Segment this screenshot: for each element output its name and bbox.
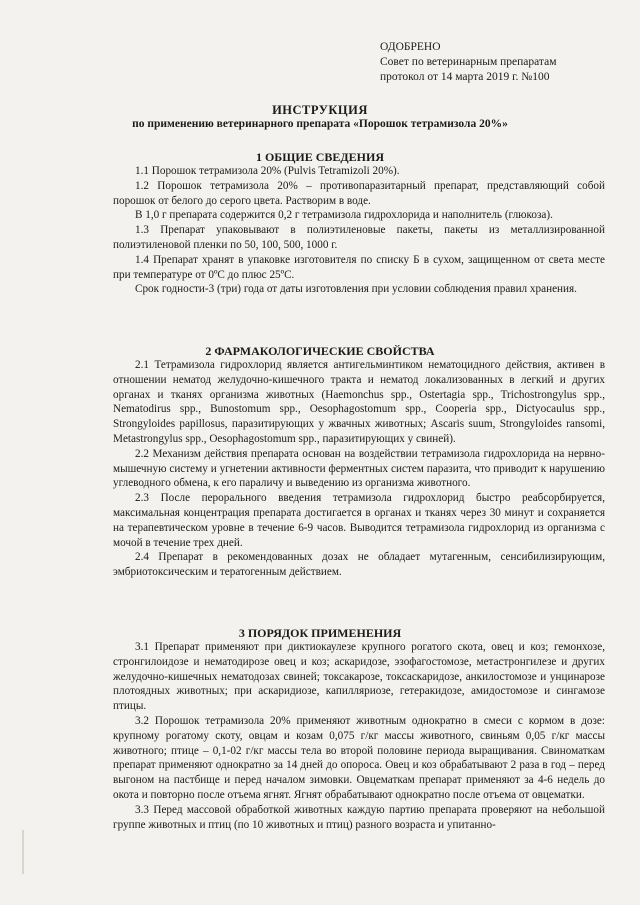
paragraph: Срок годности-3 (три) года от даты изготовления при условии соблюдения правил хранения. [135,283,577,296]
paragraph: 3.3 Перед массовой обработкой животных каждую партию препарата проверяют на небольшой группе животных и птиц (по 10 животных и птиц) разного возраста и упитанно- [113,803,605,831]
paragraph: 1.2 Порошок тетрамизола 20% – противопаразитарный препарат, представляющий собой порошок от белого до серого цвета. Растворим в воде. [113,179,605,207]
section-body [113,358,605,580]
section-heading: 3 ПОРЯДОК ПРИМЕНЕНИЯ [238,626,402,640]
paragraph: 2.4 Препарат в рекомендованных дозах не обладает мутагенным, сенсибилизирующим, эмбриотоксическим и тератогенным действием. [113,551,605,579]
paragraph: 1.3 Препарат упаковывают в полиэтиленовые пакеты, пакеты из металлизированной полиэтиленовой пленки по 50, 100, 500, 1000 г. [113,224,605,251]
paragraph: 3.1 Препарат применяют при диктиокаулезе крупного рогатого скота, овец и коз; гемонхозе, стронгилоидозе и нематодирозе овец и коз; аскаридозе, эзофагостомозе, метастронгилезе и других желудочно-кишечных нематодозах свиней; токсакарозе, токсаскаридозе, анкилостомозе и унцинарозе плотоядных животных; при аскаридиозе, капилляриозе, гетеракидозе, амидостомозе и сингамозе птицы. [113,641,605,713]
paragraph: 1.4 Препарат хранят в упаковке изготовителя по списку Б в сухом, защищенном от света месте при температуре от 0ºС до плюс 25ºС. [113,253,605,281]
section-heading: 1 ОБЩИЕ СВЕДЕНИЯ [255,150,385,164]
paragraph: 3.2 Порошок тетрамизола 20% применяют животным однократно в смеси с кормом в дозе: крупному рогатому скоту, овцам и козам 0,075 г/кг массы животного, свиньям 0,05 г/кг массы животного; птице – 0,1-02 г/кг массы тела во второй половине периода выращивания. Свиноматкам препарат применяют однократно за 14 дней до опороса. Овец и коз обрабатывают 2 раза в год – перед выгоном на пастбище и перед началом зимовки. Овцематкам препарат применяют за 4-6 недель до окота и повторно после отъема ягнят. Ягнят обрабатывают однократно после отъема от овцематки. [113,714,605,801]
approval-line: протокол от 14 марта 2019 г. №100 [380,71,550,83]
section-heading: 2 ФАРМАКОЛОГИЧЕСКИЕ СВОЙСТВА [205,344,435,358]
paragraph: 2.2 Механизм действия препарата основан на воздействии тетрамизола гидрохлорида на нервно-мышечную систему и угнетении активности ферментных систем паразита, что приводит к нарушению углеводного обмена, к его параличу и выведению из организма животного. [113,447,605,490]
paragraph: 2.3 После перорального введения тетрамизола гидрохлорид быстро реабсорбируется, максимальная концентрация препарата достигается в органах и тканях через 30 минут и сохраняется на терапевтическом уровне в течение 6-9 часов. Выводится тетрамизола гидрохлорид из организма с мочой в течение трех дней. [113,492,605,549]
approval-line: Совет по ветеринарным препаратам [380,56,557,68]
paragraph: 1.1 Порошок тетрамизола 20% (Pulvis Tetramizoli 20%). [135,165,400,177]
document-subtitle: по применению ветеринарного препарата «Порошок тетрамизола 20%» [132,118,508,130]
title-block [0,103,640,131]
section-body [113,640,605,832]
section-body [113,164,605,297]
paragraph: 2.1 Тетрамизола гидрохлорид является антигельминтиком нематоцидного действия, активен в отношении нематод желудочно-кишечного тракта и нематод локализованных в легкий и других органах и тканях организма животных (Haemonchus spp., Ostertagia spp., Trichostrongylus spp., Nematodirus spp., Bunostomum spp., Oesophagostomum spp., Cooperia spp., Dictyocaulus spp., Strongyloides papillosus, паразитирующих у жвачных животных; Ascaris suum, Strongyloides ransomi, Metastrongylus spp., Oesophagostomum spp., паразитирующих у свиней). [113,359,605,445]
approval-line: ОДОБРЕНО [380,41,441,53]
scan-artifact [22,830,24,874]
paragraph: В 1,0 г препарата содержится 0,2 г тетрамизола гидрохлорида и наполнитель (глюкоза). [135,209,553,222]
document-title: ИНСТРУКЦИЯ [272,103,368,117]
approval-stamp [380,40,556,85]
